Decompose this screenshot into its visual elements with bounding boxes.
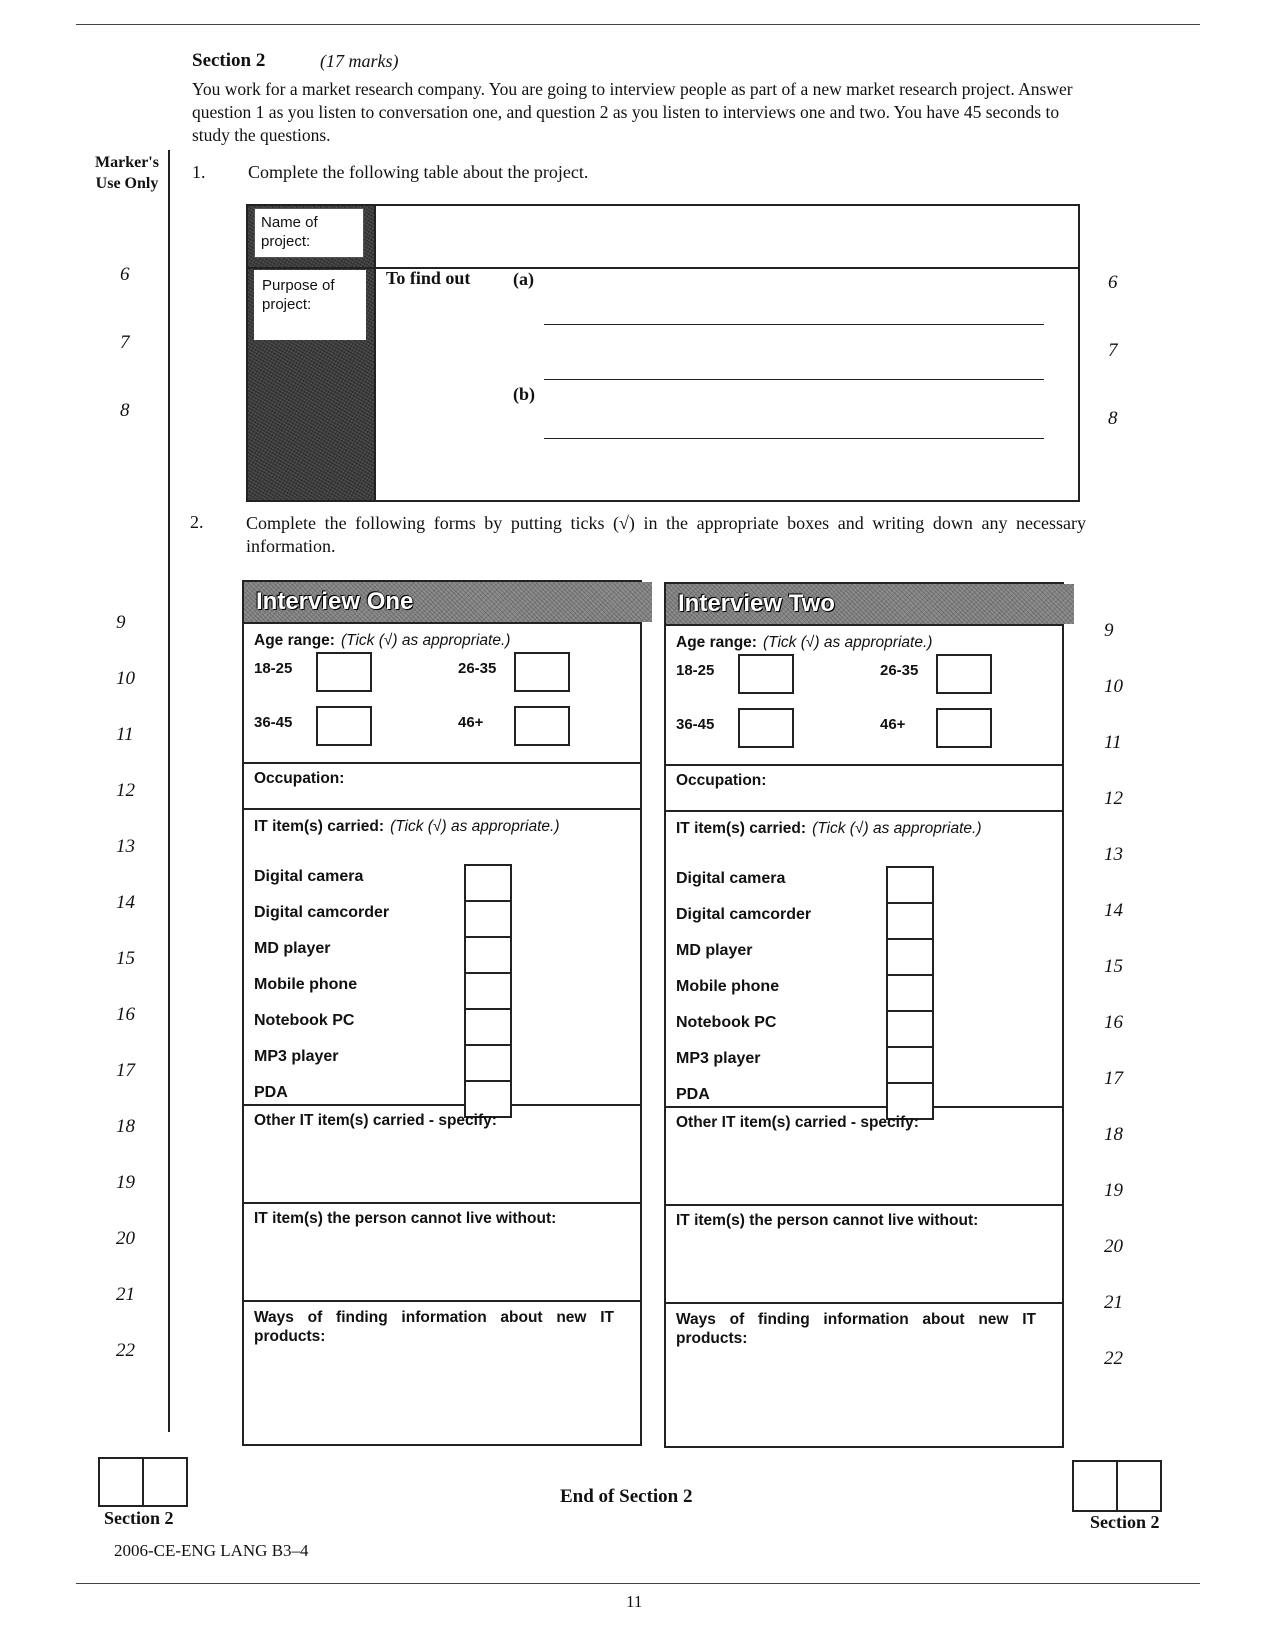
margin-right-21: 21 [1104, 1292, 1123, 1313]
markers-use-line1: Marker's [95, 154, 159, 171]
it-item-label: Notebook PC [254, 1012, 355, 1029]
margin-right-18: 18 [1104, 1124, 1123, 1145]
ways-of-finding-info-label: Ways of finding information about new IT products: [254, 1309, 614, 1345]
margin-right-17: 17 [1104, 1068, 1123, 1089]
age-tick-box[interactable] [316, 706, 372, 746]
paper-code: 2006-CE-ENG LANG B3–4 [114, 1541, 309, 1560]
age-range-label [676, 634, 932, 652]
margin-left-22: 22 [116, 1340, 135, 1361]
q1-a-label: (a) [513, 269, 534, 289]
margin-left-21: 21 [116, 1284, 135, 1305]
it-item-label: Digital camera [254, 868, 364, 885]
it-item-label: Notebook PC [676, 1014, 777, 1031]
it-item-label: PDA [676, 1086, 710, 1103]
form-row-divider [244, 762, 640, 764]
project-table-col-divider [374, 206, 376, 500]
answer-line-b[interactable] [544, 438, 1044, 439]
ways-of-finding-info-answer-area[interactable] [254, 1354, 630, 1434]
margin-left-9: 9 [116, 612, 126, 633]
interview-two-form [664, 582, 1064, 1448]
form-row-divider [244, 1104, 640, 1106]
margin-left-14: 14 [116, 892, 135, 913]
page-number: 11 [626, 1592, 643, 1611]
margin-right-12: 12 [1104, 788, 1123, 809]
form-title: Interview One [244, 582, 652, 622]
q1-b-label: (b) [513, 384, 535, 404]
margin-left-7: 7 [120, 332, 130, 353]
age-option-label: 18-25 [676, 662, 715, 679]
form-title: Interview Two [666, 584, 1074, 624]
it-items-label [676, 820, 982, 838]
bottom-rule [76, 1583, 1200, 1584]
margin-left-10: 10 [116, 668, 135, 689]
it-item-tick-box[interactable] [886, 974, 934, 1012]
age-option-label: 18-25 [254, 660, 293, 677]
margin-left-16: 16 [116, 1004, 135, 1025]
it-item-tick-box[interactable] [886, 1046, 934, 1084]
answer-line-a2[interactable] [544, 379, 1044, 380]
margin-left-15: 15 [116, 948, 135, 969]
end-of-section: End of Section 2 [560, 1486, 693, 1507]
form-row-divider [666, 764, 1062, 766]
age-tick-box[interactable] [738, 708, 794, 748]
purpose-of-project-label: Purpose of project: [254, 270, 366, 340]
age-tick-box[interactable] [936, 708, 992, 748]
section-score-box-left[interactable] [98, 1457, 188, 1507]
margin-left-19: 19 [116, 1172, 135, 1193]
it-item-label: Mobile phone [254, 976, 358, 993]
form-row-divider [666, 1302, 1062, 1304]
it-item-label: PDA [254, 1084, 288, 1101]
q2-text: Complete the following forms by putting ticks (√) in the appropriate boxes and writing down any necessary information. [246, 513, 1086, 556]
name-of-project-label: Name of project: [254, 208, 364, 258]
occupation-label: Occupation: [254, 770, 345, 787]
age-range-text: Age range: [254, 632, 335, 649]
margin-right-13: 13 [1104, 844, 1123, 865]
cannot-live-without-label: IT item(s) the person cannot live without: [676, 1212, 979, 1229]
answer-line-a1[interactable] [544, 324, 1044, 325]
it-item-tick-box[interactable] [464, 936, 512, 974]
age-range-tick-note: (Tick (√) as appropriate.) [762, 634, 933, 651]
cannot-live-without-answer-area[interactable] [676, 1238, 1052, 1296]
it-item-tick-box[interactable] [464, 900, 512, 938]
margin-right-22: 22 [1104, 1348, 1123, 1369]
section-intro: You work for a market research company. You are going to interview people as part of a new market research project. Answer question 1 as you listen to conversation one, and question 2 as you listen to interviews one and two. You have 45 seconds to study the questions. [192, 79, 1073, 145]
markers-use-line2: Use Only [95, 175, 159, 192]
age-tick-box[interactable] [514, 706, 570, 746]
section-title: Section 2 [192, 50, 266, 71]
form-row-divider [666, 1204, 1062, 1206]
age-option-label: 46+ [458, 714, 484, 731]
section-marks: (17 marks) [320, 51, 399, 71]
form-row-divider [666, 1106, 1062, 1108]
margin-right-8: 8 [1108, 408, 1118, 429]
it-item-tick-box[interactable] [464, 972, 512, 1010]
form-row-divider [244, 1300, 640, 1302]
section-label-right: Section 2 [1090, 1512, 1160, 1532]
it-item-label: MD player [676, 942, 753, 959]
occupation-answer-area[interactable] [806, 772, 1046, 802]
occupation-answer-area[interactable] [384, 770, 624, 800]
project-table [246, 204, 1080, 502]
margin-right-6: 6 [1108, 272, 1118, 293]
it-items-text: IT item(s) carried: [676, 820, 807, 837]
other-it-items-answer-area[interactable] [676, 1140, 1052, 1198]
cannot-live-without-answer-area[interactable] [254, 1236, 630, 1294]
age-option-label: 26-35 [880, 662, 919, 679]
it-item-label: Digital camcorder [254, 904, 390, 921]
margin-right-9: 9 [1104, 620, 1114, 641]
age-option-label: 36-45 [254, 714, 293, 731]
it-item-label: Mobile phone [676, 978, 780, 995]
markers-use-only [88, 152, 166, 194]
top-rule [76, 24, 1200, 25]
it-item-tick-box[interactable] [886, 938, 934, 976]
age-tick-box[interactable] [316, 652, 372, 692]
it-items-label [254, 818, 560, 836]
it-item-label: MP3 player [676, 1050, 761, 1067]
ways-of-finding-info-label: Ways of finding information about new IT products: [676, 1311, 1036, 1347]
margin-right-14: 14 [1104, 900, 1123, 921]
it-item-label: Digital camcorder [676, 906, 812, 923]
age-option-label: 26-35 [458, 660, 497, 677]
margin-right-16: 16 [1104, 1012, 1123, 1033]
age-tick-box[interactable] [738, 654, 794, 694]
margin-right-10: 10 [1104, 676, 1123, 697]
form-row-divider [244, 808, 640, 810]
other-it-items-label: Other IT item(s) carried - specify: [676, 1114, 919, 1131]
form-row-divider [666, 624, 1062, 626]
margin-left-13: 13 [116, 836, 135, 857]
occupation-label: Occupation: [676, 772, 767, 789]
score-box-divider [142, 1459, 144, 1505]
margin-left-20: 20 [116, 1228, 135, 1249]
to-find-out-label: To find out [386, 268, 471, 288]
score-box-divider [1116, 1462, 1118, 1510]
q1-text: Complete the following table about the project. [248, 162, 589, 182]
it-items-text: IT item(s) carried: [254, 818, 385, 835]
other-it-items-answer-area[interactable] [254, 1138, 630, 1196]
it-items-tick-note: (Tick (√) as appropriate.) [812, 820, 982, 837]
age-option-label: 36-45 [676, 716, 715, 733]
margin-right-15: 15 [1104, 956, 1123, 977]
margin-left-8: 8 [120, 400, 130, 421]
age-option-label: 46+ [880, 716, 906, 733]
margin-left-6: 6 [120, 264, 130, 285]
form-row-divider [244, 622, 640, 624]
margin-right-7: 7 [1108, 340, 1118, 361]
cannot-live-without-label: IT item(s) the person cannot live without: [254, 1210, 557, 1227]
margin-right-11: 11 [1104, 732, 1122, 753]
it-items-tick-note: (Tick (√) as appropriate.) [390, 818, 560, 835]
section-score-box-right[interactable] [1072, 1460, 1162, 1512]
age-range-tick-note: (Tick (√) as appropriate.) [340, 632, 511, 649]
age-range-text: Age range: [676, 634, 757, 651]
it-item-tick-box[interactable] [464, 864, 512, 902]
it-item-tick-box[interactable] [886, 866, 934, 904]
project-table-row-divider [248, 267, 1078, 269]
it-item-tick-box[interactable] [886, 902, 934, 940]
it-item-tick-box[interactable] [464, 1044, 512, 1082]
margin-left-11: 11 [116, 724, 134, 745]
it-item-label: Digital camera [676, 870, 786, 887]
other-it-items-label: Other IT item(s) carried - specify: [254, 1112, 497, 1129]
form-row-divider [666, 810, 1062, 812]
form-row-divider [244, 1202, 640, 1204]
it-item-label: MD player [254, 940, 331, 957]
margin-left-18: 18 [116, 1116, 135, 1137]
ways-of-finding-info-answer-area[interactable] [676, 1356, 1052, 1436]
it-item-label: MP3 player [254, 1048, 339, 1065]
interview-one-form [242, 580, 642, 1446]
margin-right-19: 19 [1104, 1180, 1123, 1201]
margin-right-20: 20 [1104, 1236, 1123, 1257]
margin-divider [168, 150, 170, 1432]
q2-number: 2. [190, 512, 204, 532]
section-label-left: Section 2 [104, 1508, 174, 1528]
margin-left-12: 12 [116, 780, 135, 801]
margin-left-17: 17 [116, 1060, 135, 1081]
age-tick-box[interactable] [936, 654, 992, 694]
it-item-tick-box[interactable] [464, 1008, 512, 1046]
age-tick-box[interactable] [514, 652, 570, 692]
age-range-label [254, 632, 510, 650]
q1-number: 1. [192, 162, 206, 182]
it-item-tick-box[interactable] [886, 1010, 934, 1048]
